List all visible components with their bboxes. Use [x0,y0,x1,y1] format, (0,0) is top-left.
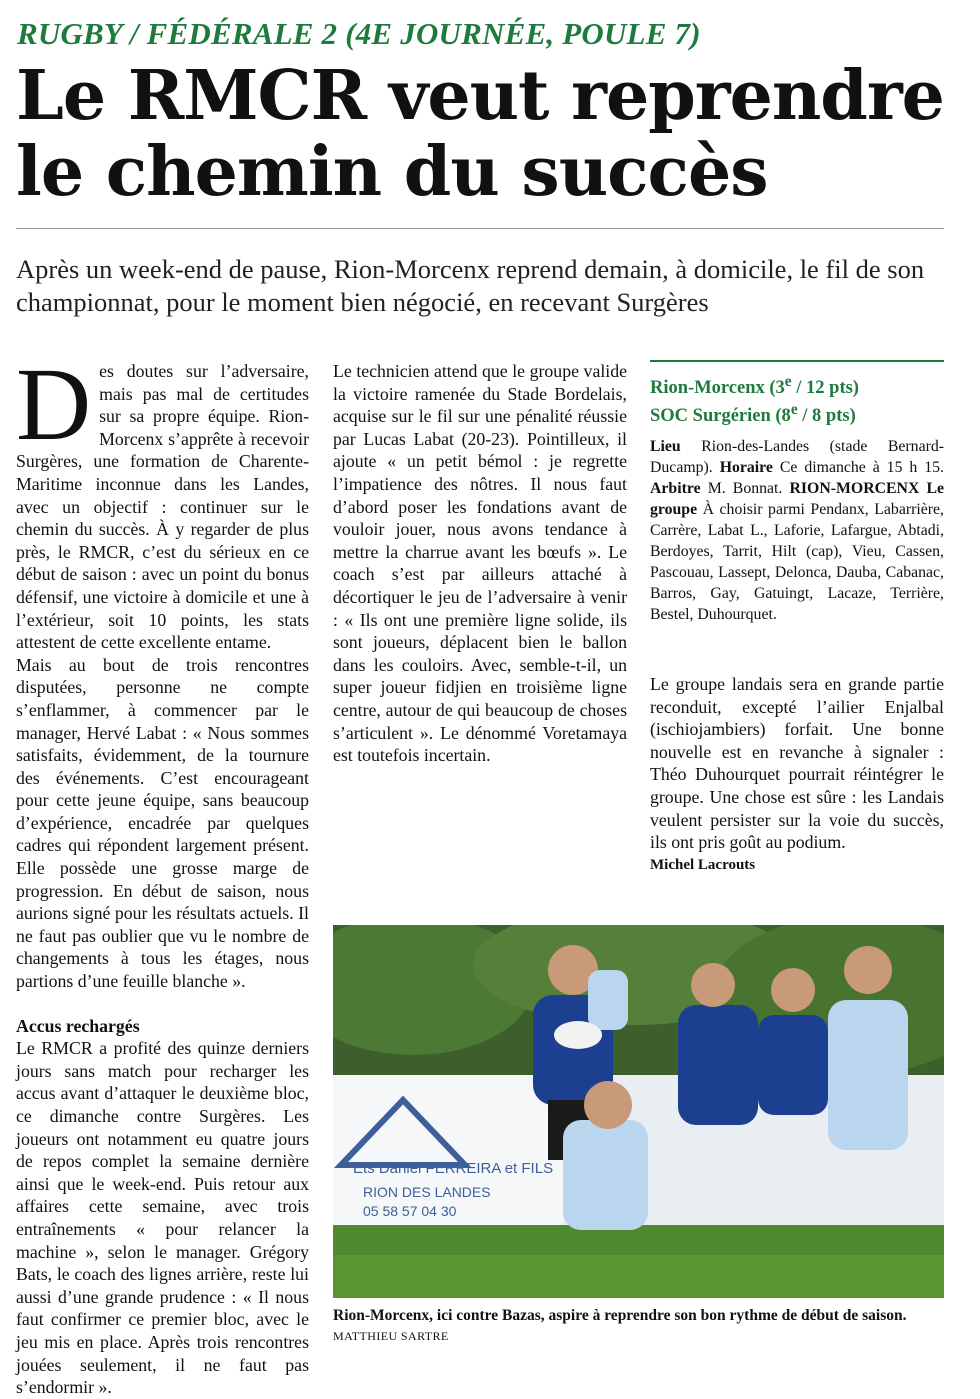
author-signature: Michel Lacrouts [650,856,756,873]
horaire-value: Ce dimanche à 15 h 15. [779,459,945,477]
sponsor-line-2: RION DES LANDES [363,1184,491,1200]
horaire-label: Horaire [719,459,773,477]
team-away: SOC Surgérien (8e / 8 pts) [650,401,856,427]
match-photo [333,925,944,1298]
paragraph-1 [16,347,309,654]
photo-caption [333,1306,944,1346]
sponsor-line-1: Ets Daniel FERREIRA et FILS [353,1160,554,1177]
rugby-photo-illustration [333,925,944,1298]
paragraph-2: Mais au bout de trois rencontres disputées, personne ne compte s’enflammer, à commencer par le manager, Hervé Labat : « Nous sommes satisfaits, évidemment, de la tournure des événements. C’est encourageant pour cette jeune équipe, sans beaucoup d’expérience, encadrée par quelques cadres qui répondent largement présent. Elle possède une grosse marge de progression. En début de saison, nous aurions signé pour les résultats actuels. Il ne faut pas oublier que vu le nombre de changements à tous les étages, nous partions d’une feuille blanche ». [16,654,309,992]
paragraph-1-text: es doutes sur l’adversaire, mais pas mal de certitudes sur sa propre équipe. Rion-Morcenx s’apprête à recevoir Surgères, une formation de Charente-Maritime inconnue dans les Landes, avec un objectif : continuer sur le chemin du succès. À y regarder de plus près, le RMCR, c’est du sérieux en ce début de saison : avec un point du bonus défensif, une victoire à domicile et une à l’extérieur, soit 10 points, les stats attestent de cette excellente entame. [16,361,309,653]
paragraph-5: Le groupe landais sera en grande partie reconduit, excepté l’ailier Enjalbal (ischiojambiers) forfait. Une bonne nouvelle est en revanche à signaler : Théo Duhourquet pourrait réintégrer le groupe. Une chose est sûre : les Landais veulent persister sur la voie du succès, ils ont pris goût au podium. [650,674,944,853]
match-info-box [650,360,944,625]
headline-line-1: Le RMCR veut reprendre [16,56,944,136]
section-kicker: RUGBY / FÉDÉRALE 2 (4E JOURNÉE, POULE 7) [17,16,701,51]
subheading: Accus rechargés [16,1015,140,1036]
headline-line-2: le chemin du succès [16,132,768,212]
article-column-1 [16,347,309,1399]
groupe-label: RION-MORCENX Le groupe [650,480,945,519]
lieu-value: Rion-des-Landes (stade Bernard-Ducamp). [650,438,944,477]
arbitre-label: Arbitre [650,480,701,498]
headline [16,58,944,210]
arbitre-value: M. Bonnat. [707,480,783,498]
article-lead: Après un week-end de pause, Rion-Morcenx reprend demain, à domicile, le fil de son championnat, pour le moment bien négocié, en recevant Surgères [16,254,925,317]
headline-divider [16,228,944,229]
drop-cap: D [16,347,92,462]
groupe-value: À choisir parmi Pendanx, Labarrière, Carrère, Labat L., Laforie, Lafargue, Abtadi, Berdoyes, Tarrit, Hilt (cap), Vieu, Cassen, Pascouau, Lassept, Delonca, Dauba, Cabanac, Barros, Gay, Gatuingt, Lacaze, Terrière, Bestel, Duhourquet. [650,501,944,624]
article-column-3 [650,673,944,876]
photo-credit: MATTHIEU SARTRE [333,1329,449,1343]
caption-text: Rion-Morcenx, ici contre Bazas, aspire à reprendre son bon rythme de début de saison. [333,1307,907,1324]
lieu-label: Lieu [650,438,681,456]
paragraph-4: Le technicien attend que le groupe valide la victoire ramenée du Stade Bordelais, acquise sur le fil sur une pénalité réussie par Lucas Labat (20-23). Pointilleux, il ajoute « un petit bémol : je regrette l’impatience des nôtres. Il nous faut d’abord poser les fondations avant de vouloir jouer, nous avons tendance à mettre la charrue avant les bœufs ». Le coach s’est par ailleurs attaché à décortiquer le jeu de l’adversaire à venir : « Ils ont une première ligne solide, ils sont joueurs, déplacent bien le ballon dans les couloirs. Avec, semble-t-il, un super joueur fidjien en troisième ligne centre, autour de qui beaucoup de choses s’articulent ». Le dénommé Voretamaya est toutefois incertain. [333,361,627,766]
article-column-2 [333,360,627,767]
sponsor-line-3: 05 58 57 04 30 [363,1203,457,1219]
paragraph-3: Le RMCR a profité des quinze derniers jours sans match pour recharger les accus avant d’attaquer le deuxième bloc, ce dimanche contre Surgères. Les joueurs ont notamment eu quatre jours de repos complet la semaine dernière ainsi que le week-end. Puis retour aux affaires cette semaine, avec trois entraînements « pour relancer la machine », selon le manager. Grégory Bats, le coach des lignes arrière, reste lui aussi d’une grande prudence : « Il nous faut confirmer ce premier bloc, avec le jeu mis en place. Après trois rencontres jouées seulement, il ne faut pas s’endormir ». [16,1038,309,1398]
match-details [650,436,944,625]
team-home: Rion-Morcenx (3e / 12 pts) [650,373,859,399]
